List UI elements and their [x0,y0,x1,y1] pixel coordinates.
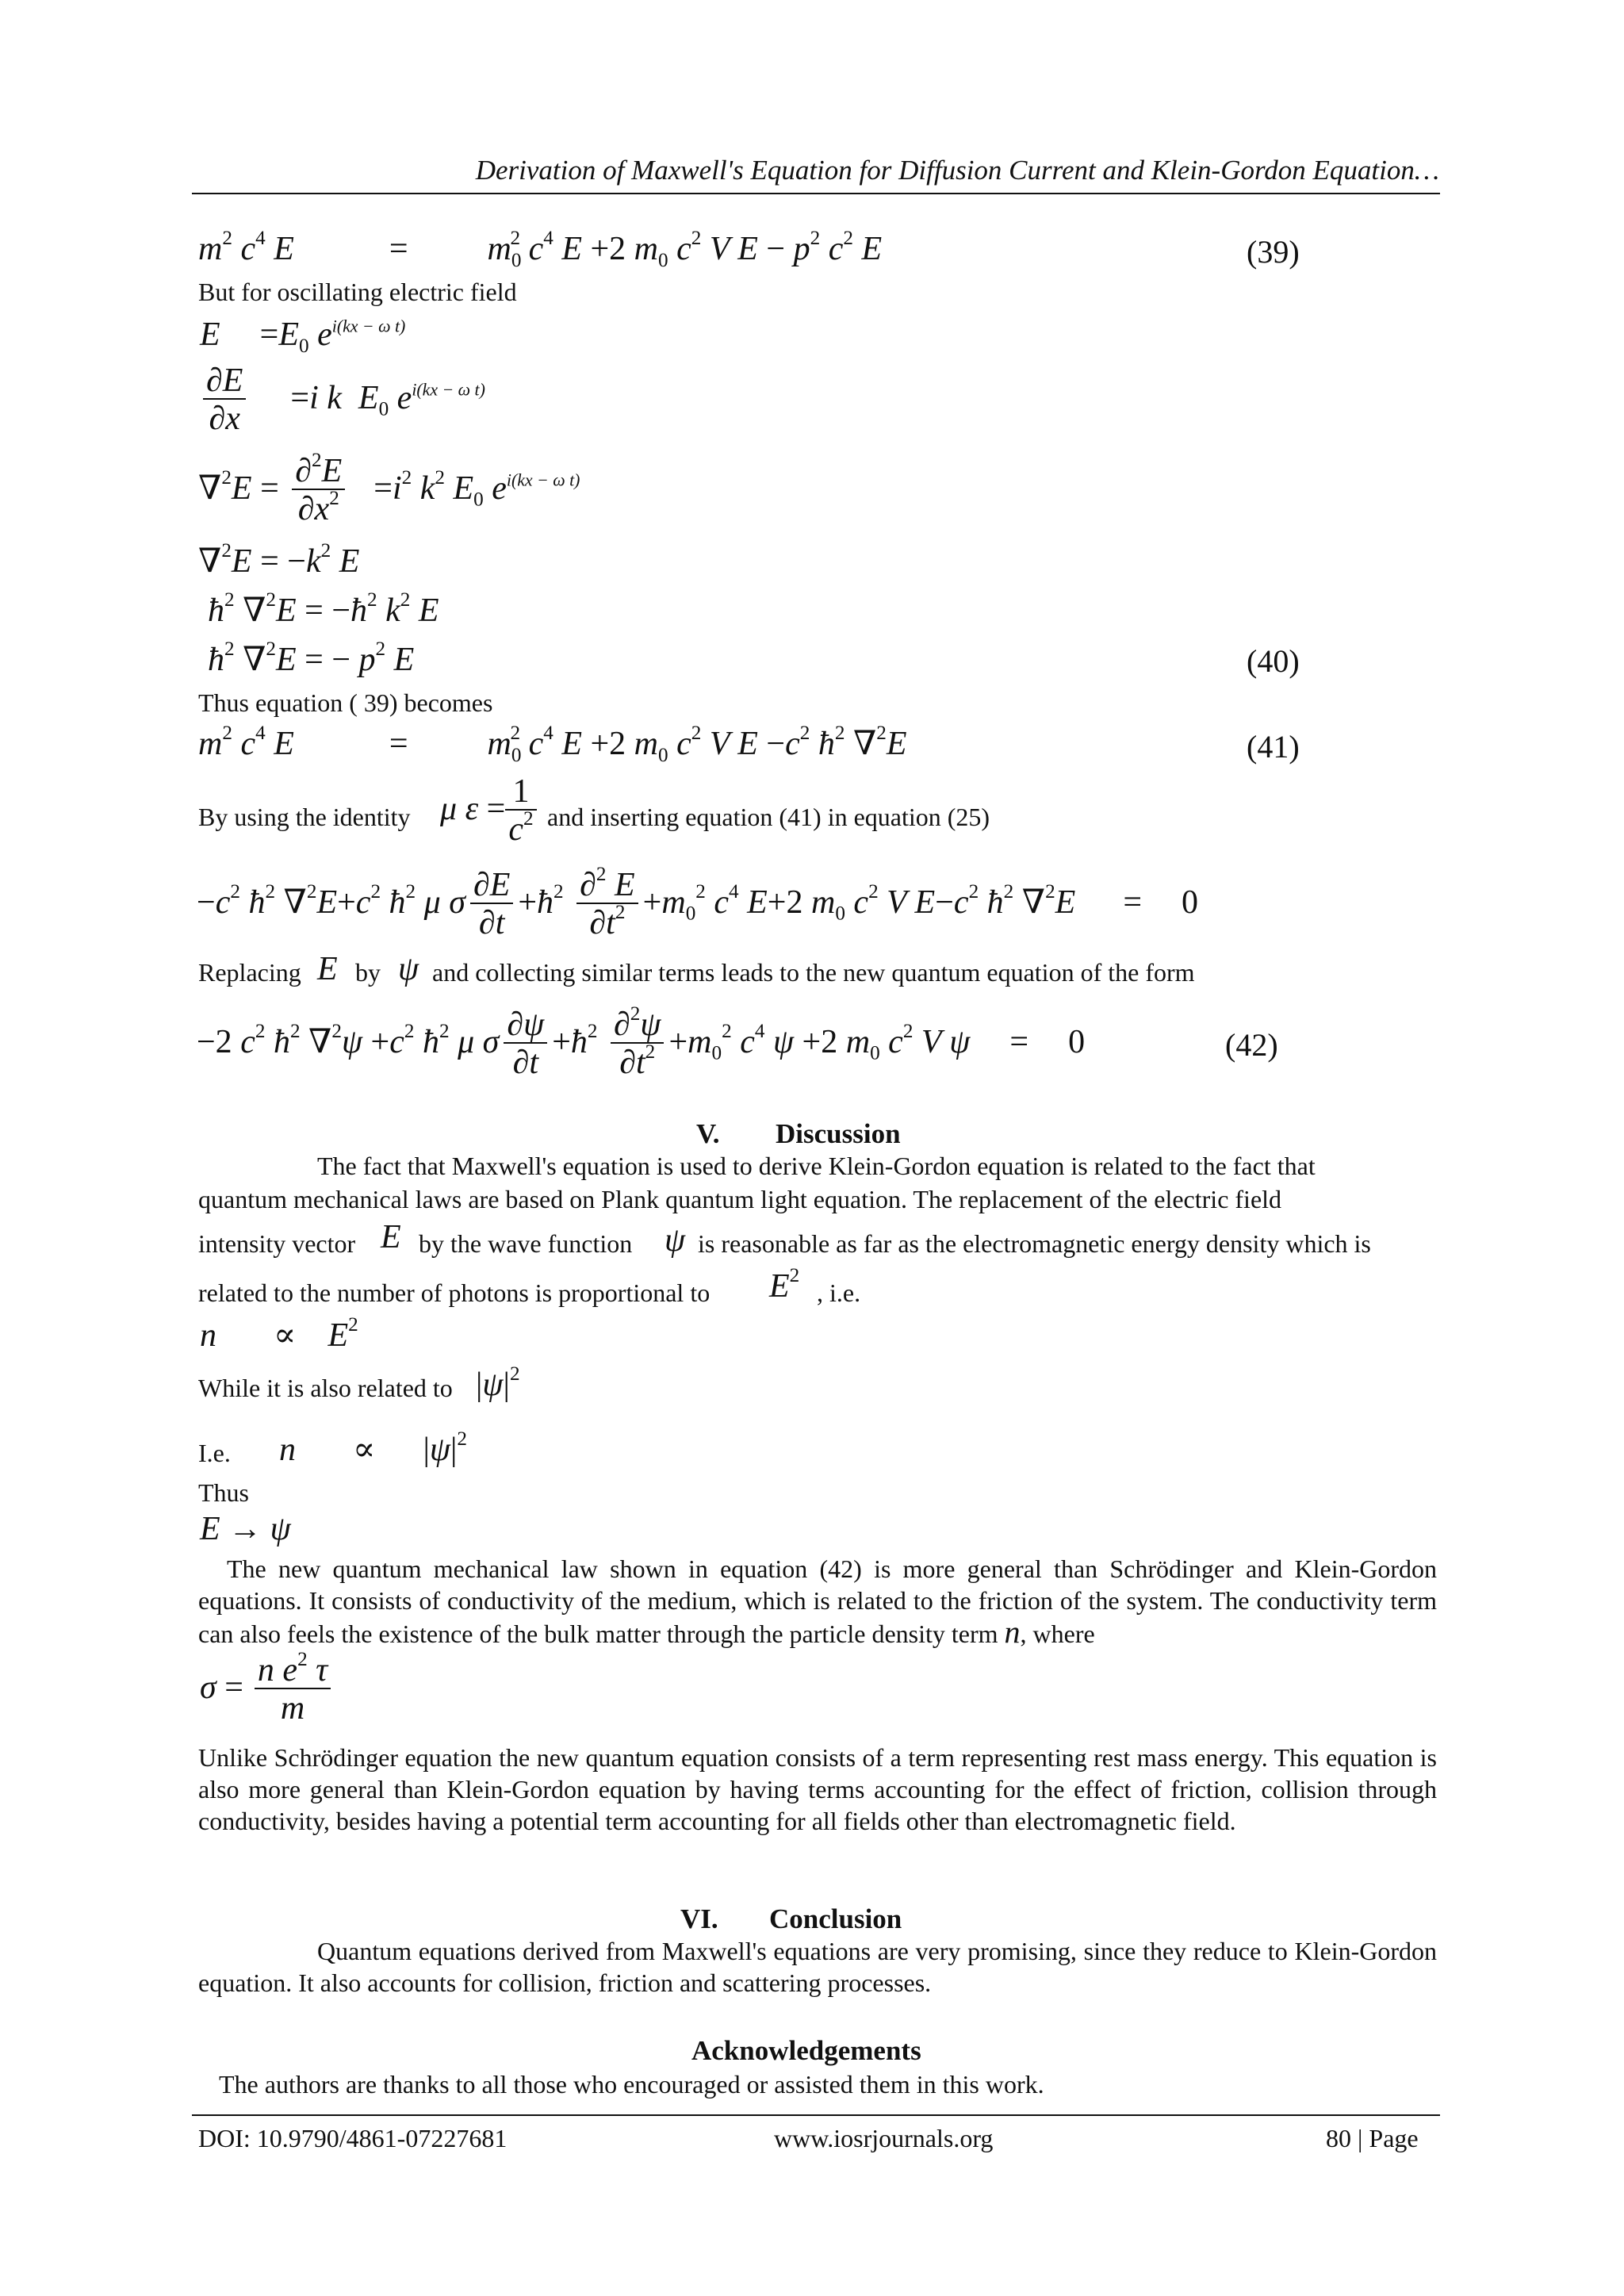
equation-hbar-laplacian: $ħ^2$ $\nabla^2E = -ħ^2$ $k^2$ E [208,589,439,629]
discussion-line-2: quantum mechanical laws are based on Plank quantum light equation. The replacement of the electric field [198,1185,1282,1213]
text-oscillating-field: But for oscillating electric field [198,278,517,306]
footer-rule [192,2114,1440,2116]
equation-number-39: (39) [1247,234,1300,270]
equation-conductivity: σ = $\frac{n e^2 \tau}{m}$ [200,1653,335,1727]
symbol-e-field: E [317,951,338,987]
text-identity-pre: By using the identity [198,803,411,831]
equation-40: $ħ^2$ ∇$^2$E = − $p^2$ E [208,638,415,678]
equation-number-42: (42) [1225,1027,1278,1063]
text-ie: I.e. [198,1439,231,1467]
equation-laplacian-k: $\nabla^2E = -k^2$ E [198,540,360,580]
discussion-paragraph-2: The new quantum mechanical law shown in equation (42) is more general than Schrödinger and Klein-Gordon equations. It consists of conductivity of the medium, which is related to the friction of the system. The conductivity term can also feels the existence of the bulk matter through the particle density term n, where [198,1554,1437,1650]
discussion-line-4b: , i.e. [817,1278,861,1307]
section-title-conclusion: Conclusion [769,1903,902,1934]
text-replacing-pre: Replacing [198,958,301,987]
header-rule [192,193,1440,194]
equation-41: $m^2$ $c^4$ $E = m_0^2$ $c^4$ E +2 $m_0$ $c^2$ V $E -c^2$ $ħ^2$ ∇$^2$E [198,723,907,766]
discussion-paragraph-3: Unlike Schrödinger equation the new quantum equation consists of a term representing rest mass energy. This equation is also more general than Klein-Gordon equation by having terms accounting for the effect of friction, collision through conductivity, besides having a potential term accounting for all fields other than electromagnetic field. [198,1743,1437,1835]
discussion-line-3b: by the wave function [419,1229,633,1258]
relation-n-psi: $n \propto |\psi|^2$ [279,1428,467,1468]
symbol-psi-modulus: $|\psi|^2$ [476,1363,520,1403]
equation-plane-wave: $E =E_0$ $e^{i(kx - \omega t)}$ [200,316,406,357]
symbol-psi-wave: ψ [665,1222,686,1259]
equation-combined: $-c^2$ $ħ^2$ $\nabla^2E+c^2$ $ħ^2$ μ σ $\frac{\partial E}{\partial t}$ $+ħ^2$ $\frac{\partial^2 E}{\partial t^2}$ $+m_0^2$ $c^4$ E+2 $m_0$ $c^2$ V $E-c^2$ $ħ^2$ ∇$^2$E = 0 [197,864,1199,942]
discussion-line-4a: related to the number of photons is proportional to [198,1278,710,1307]
relation-n-e2: $n \propto E^2$ [200,1314,358,1354]
symbol-n: n [1004,1614,1021,1650]
acknowledgements-title: Acknowledgements [691,2035,921,2066]
symbol-e-vector: E [381,1219,401,1255]
text-replacing-post: and collecting similar terms leads to the new quantum equation of the form [432,958,1195,987]
text-also-related: While it is also related to [198,1374,453,1402]
text-thus: Thus [198,1478,249,1507]
symbol-e-squared: $E^2$ [769,1265,800,1305]
symbol-psi: ψ [398,951,419,987]
conclusion-paragraph: Quantum equations derived from Maxwell's equations are very promising, since they reduce to Klein-Gordon equation. It also accounts for collision, friction and scattering processes. [198,1937,1437,1997]
text-replacing-by: by [355,958,381,987]
acknowledgements-text: The authors are thanks to all those who encouraged or assisted them in this work. [219,2070,1044,2099]
text-thus-eq39: Thus equation ( 39) becomes [198,688,493,717]
discussion-line-3a: intensity vector [198,1229,356,1258]
footer-page-number: 80 | Page [1326,2124,1419,2152]
footer-website[interactable]: www.iosrjournals.org [774,2124,994,2152]
equation-number-41: (41) [1247,729,1300,765]
section-number-vi: VI. [680,1903,718,1934]
discussion-line-1: The fact that Maxwell's equation is used to derive Klein-Gordon equation is related to the fact that [317,1152,1316,1180]
text-identity-post: and inserting equation (41) in equation (25) [547,803,990,831]
relation-e-to-psi: E → ψ [200,1511,291,1547]
equation-39: $m^2$ $c^4$ $E = m_0^2$ $c^4$ E +2 $m_0$ $c^2$ V $E - p^2$ $c^2$ E [198,228,883,271]
section-number-v: V. [696,1118,720,1149]
discussion-line-3c: is reasonable as far as the electromagnetic energy density which is [698,1229,1371,1258]
equation-first-derivative: $\frac{\partial E}{\partial x}$ =i k $E_0$ $e^{i(kx - \omega t)}$ [198,363,485,438]
equation-identity: μ ε = $\frac{1}{c^2}$ [440,774,537,849]
equation-number-40: (40) [1247,643,1300,679]
equation-42: −2 $c^2$ $ħ^2$ $\nabla^2\psi +c^2$ $ħ^2$ μ σ $\frac{\partial\psi}{\partial t}$ $+ħ^2$ $\frac{\partial^2\psi}{\partial t^2}$ $+m_0^2$ $c^4$ ψ +2 $m_0$ $c^2$ V ψ = 0 [197,1003,1086,1082]
footer-doi: DOI: 10.9790/4861-07227681 [198,2124,508,2152]
section-title-discussion: Discussion [776,1118,901,1149]
running-header: Derivation of Maxwell's Equation for Diffusion Current and Klein-Gordon Equation… [475,155,1439,186]
equation-second-derivative: ∇$^2$E = $\frac{\partial^2E}{\partial x^2}$ $=i^2$ $k^2$ $E_0$ $e^{i(kx - \omega t)}$ [198,450,580,528]
